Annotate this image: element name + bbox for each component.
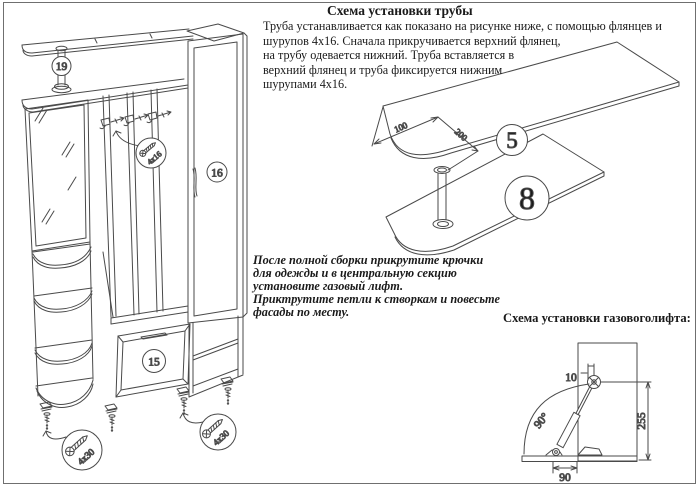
pipe-instructions-line: Труба устанавливается как показано на рисунке ниже, с помощью флянцев и bbox=[263, 19, 662, 33]
part-label-8: 8 bbox=[519, 180, 535, 216]
dim-label-90: 90 bbox=[559, 472, 571, 484]
part-label-19: 19 bbox=[55, 61, 68, 73]
assembly-note bbox=[253, 254, 500, 319]
assembly-note-line: Приктрутите петли к створкам и повесьте bbox=[253, 292, 500, 306]
wardrobe-mirror bbox=[25, 100, 90, 251]
assembly-note-line: фасады по месту. bbox=[253, 305, 350, 319]
pipe-instructions bbox=[263, 19, 662, 92]
gaslift-diagram bbox=[522, 343, 651, 484]
coat-hooks bbox=[100, 111, 171, 129]
pipe-instructions-line: верхний флянец и труба фиксируется нижним bbox=[263, 62, 503, 77]
dim-label-200: 200 bbox=[452, 126, 470, 144]
pipe-between-shelves bbox=[433, 167, 453, 229]
part-label-5: 5 bbox=[506, 128, 518, 153]
wardrobe-second-shelf bbox=[22, 79, 188, 112]
assembly-note-line: установите газовый лифт. bbox=[253, 279, 404, 293]
wardrobe-drawing bbox=[22, 24, 247, 470]
dim-label-angle: 90° bbox=[531, 411, 552, 432]
screw-label-4x16: 4x16 bbox=[145, 149, 164, 167]
pipe-section-title: Схема установки трубы bbox=[327, 3, 473, 18]
corner-shelves bbox=[32, 242, 113, 407]
dim-label-255: 255 bbox=[636, 412, 648, 430]
gaslift-section-title: Схема установки газовоголифта: bbox=[503, 311, 691, 325]
pipe-instructions-line: на трубу одевается нижний. Труба вставляется в bbox=[263, 48, 515, 63]
screw-callout-4x30-right bbox=[180, 413, 236, 450]
open-shelves bbox=[189, 316, 243, 397]
gaslift-dim-255 bbox=[601, 382, 651, 460]
dim-label-100: 100 bbox=[392, 119, 409, 135]
gaslift-angle-arc bbox=[524, 384, 589, 454]
gaslift-strut bbox=[553, 376, 601, 456]
screw-label-4x30-left: 4x30 bbox=[76, 447, 98, 468]
dim-label-10: 10 bbox=[565, 372, 577, 384]
shelf-part-8 bbox=[386, 134, 604, 255]
part-label-15: 15 bbox=[148, 356, 160, 369]
screw-label-4x30-right: 4x30 bbox=[210, 428, 232, 448]
part-label-16: 16 bbox=[211, 167, 223, 180]
assembly-note-line: для одежды и в центральную секцию bbox=[253, 266, 457, 280]
gaslift-panel bbox=[578, 343, 637, 461]
wardrobe-slats bbox=[103, 89, 163, 317]
pipe-instructions-line: шурупов 4х16. Сначала прикручивается верхний флянец, bbox=[263, 33, 561, 48]
gaslift-dim-90 bbox=[553, 462, 577, 484]
dimension-100-200 bbox=[372, 107, 478, 170]
screw-callout-4x30-left bbox=[43, 430, 102, 470]
wardrobe-top-shelf bbox=[22, 29, 193, 56]
assembly-note-line: После полной сборки прикрутите крючки bbox=[253, 253, 484, 267]
pipe-instructions-line: шурупами 4х16. bbox=[263, 77, 348, 92]
